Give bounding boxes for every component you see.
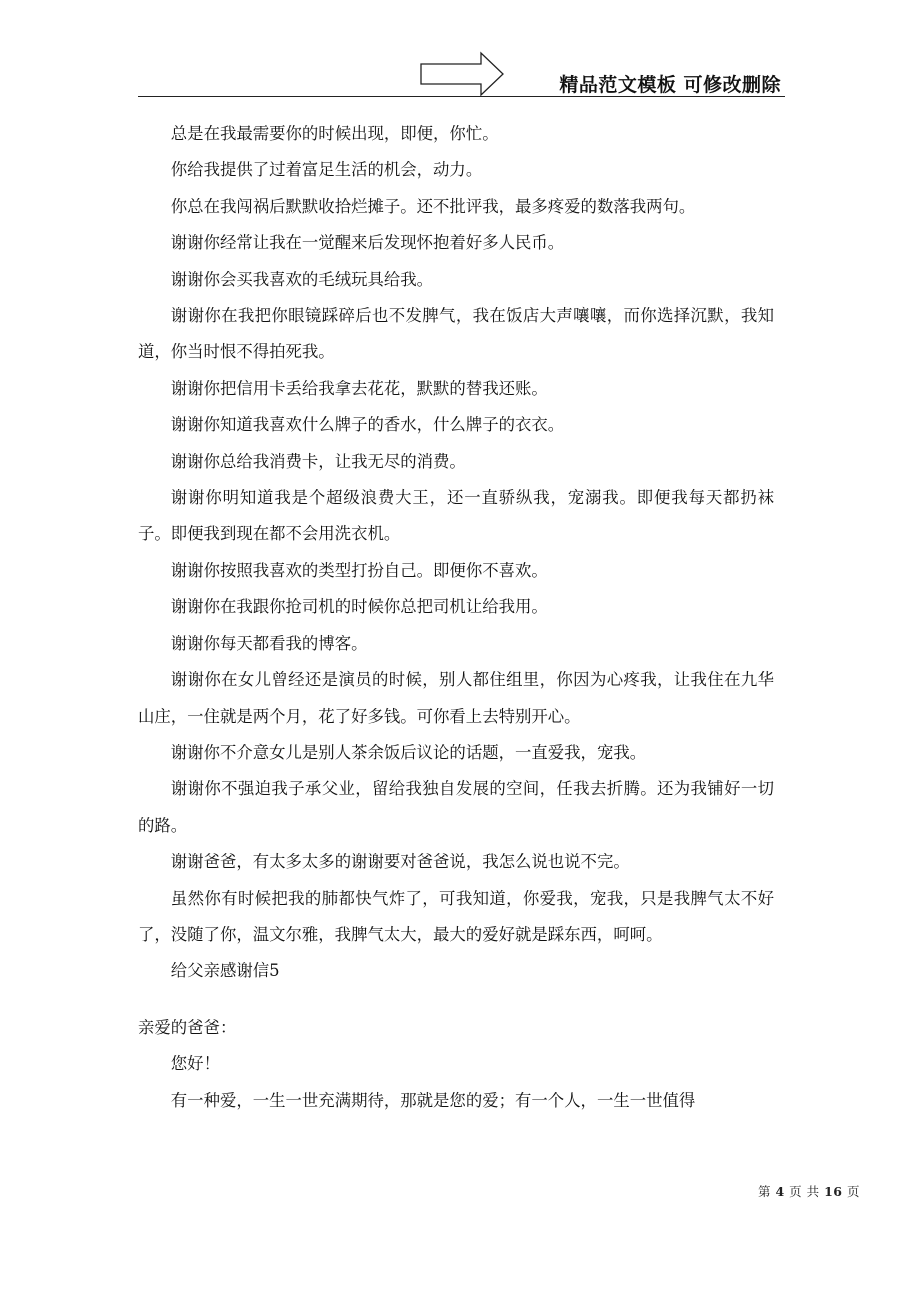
header-divider: [138, 96, 785, 97]
greeting: 您好！: [170, 1054, 220, 1074]
paragraph: 有一种爱，一生一世充满期待，那就是您的爱；有一个人，一生一世值得: [170, 1090, 696, 1110]
page-number-footer: [758, 1182, 860, 1200]
paragraph: 谢谢你每天都看我的博客。: [170, 633, 368, 653]
footer-middle: 页 共: [789, 1184, 820, 1199]
total-pages-number: 16: [824, 1184, 843, 1199]
header-title: 精品范文模板 可修改删除: [559, 74, 781, 96]
paragraph: 谢谢你在女儿曾经还是演员的时候，别人都住组里，你因为心疼我，让我住在九华山庄，一住就是两个月，花了好多钱。可你看上去特别开心。: [138, 670, 774, 726]
page-header: [138, 50, 785, 98]
paragraph: 谢谢你不强迫我子承父业，留给我独自发展的空间，任我去折腾。还为我铺好一切的路。: [138, 779, 774, 835]
right-arrow-icon: [420, 50, 508, 98]
document-body: [138, 116, 774, 1119]
paragraph: 你给我提供了过着富足生活的机会，动力。: [170, 160, 483, 180]
footer-prefix: 第: [757, 1184, 771, 1199]
paragraph: 谢谢你把信用卡丢给我拿去花花，默默的替我还账。: [170, 378, 548, 398]
paragraph: 谢谢你总给我消费卡，让我无尽的消费。: [170, 451, 466, 471]
section-title: 给父亲感谢信5: [170, 961, 280, 981]
paragraph: 谢谢你经常让我在一觉醒来后发现怀抱着好多人民币。: [170, 233, 565, 253]
paragraph: 谢谢你会买我喜欢的毛绒玩具给我。: [170, 269, 434, 289]
current-page-number: 4: [775, 1184, 785, 1199]
paragraph: 谢谢你不介意女儿是别人茶余饭后议论的话题，一直爱我，宠我。: [170, 742, 647, 762]
blank-line: [138, 990, 774, 1010]
salutation: 亲爱的爸爸：: [138, 1017, 237, 1037]
paragraph: 谢谢你按照我喜欢的类型打扮自己。即便你不喜欢。: [170, 560, 548, 580]
paragraph: 谢谢你明知道我是个超级浪费大王，还一直骄纵我，宠溺我。即便我每天都扔袜子。即便我到现在都不会用洗衣机。: [138, 488, 774, 544]
paragraph: 总是在我最需要你的时候出现，即便，你忙。: [170, 124, 499, 143]
footer-suffix: 页: [846, 1184, 860, 1199]
paragraph: 谢谢你在我把你眼镜踩碎后也不发脾气，我在饭店大声嚷嚷，而你选择沉默，我知道，你当时恨不得拍死我。: [138, 306, 774, 362]
paragraph: 谢谢你在我跟你抢司机的时候你总把司机让给我用。: [170, 597, 548, 617]
paragraph: 谢谢爸爸，有太多太多的谢谢要对爸爸说，我怎么说也说不完。: [170, 852, 630, 872]
paragraph: 你总在我闯祸后默默收拾烂摊子。还不批评我，最多疼爱的数落我两句。: [170, 196, 696, 216]
paragraph: 虽然你有时候把我的肺都快气炸了，可我知道，你爱我，宠我，只是我脾气太不好了，没随了你，温文尔雅，我脾气太大，最大的爱好就是踩东西，呵呵。: [138, 888, 774, 944]
paragraph: 谢谢你知道我喜欢什么牌子的香水，什么牌子的衣衣。: [170, 415, 565, 435]
